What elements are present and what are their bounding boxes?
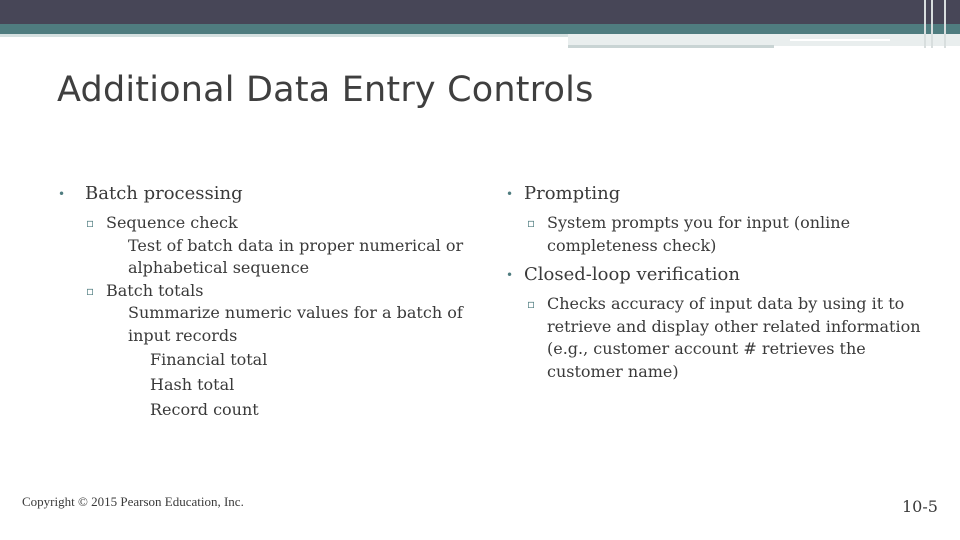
right-column: [504, 182, 924, 383]
bullet-text: System prompts you for input (online completeness check): [547, 213, 851, 255]
bullet-square-icon: ▫: [86, 216, 95, 230]
header-accent-line: [0, 34, 568, 37]
bullet-text: Prompting: [524, 183, 621, 204]
bullet-square-icon: ▫: [86, 283, 95, 298]
bullet-square-icon: ▫: [527, 297, 536, 311]
header-teal-bar: [0, 24, 960, 34]
bullet-record-count: [48, 397, 468, 422]
left-column: [48, 182, 468, 422]
header-vertical-line: [944, 0, 946, 48]
slide-title: Additional Data Entry Controls: [57, 70, 594, 110]
bullet-text: Financial total: [150, 350, 268, 369]
bullet-square-icon: ▫: [527, 216, 536, 230]
header-accent-line: [790, 39, 890, 41]
bullet-text: Batch processing: [85, 183, 243, 204]
bullet-closed-loop: [504, 263, 924, 287]
copyright-footer: Copyright © 2015 Pearson Education, Inc.: [22, 494, 244, 509]
bullet-financial-total: [48, 347, 468, 372]
bullet-text: Summarize numeric values for a batch of input records: [128, 303, 463, 345]
header-dark-bar: [0, 0, 960, 24]
bullet-text: Hash total: [150, 375, 235, 394]
bullet-prompting-detail: [504, 212, 924, 257]
bullet-batch-processing: [48, 182, 468, 206]
bullet-sequence-detail: [48, 235, 468, 280]
bullet-batch-totals: [48, 280, 468, 303]
bullet-text: Checks accuracy of input data by using it to retrieve and display other related information (e.g., customer account # retrieves the customer name): [547, 294, 921, 381]
header-accent-line: [568, 45, 774, 48]
bullet-text: Batch totals: [106, 280, 204, 300]
bullet-text: Record count: [150, 400, 259, 419]
bullet-dot: •: [506, 268, 514, 282]
bullet-batch-totals-detail: [48, 302, 468, 347]
header-vertical-line: [924, 0, 926, 48]
bullet-prompting: [504, 182, 924, 206]
page-number: 10-5: [902, 497, 938, 516]
bullet-hash-total: [48, 372, 468, 397]
bullet-sequence-check: [48, 212, 468, 235]
bullet-text: Sequence check: [106, 213, 238, 232]
bullet-text: Test of batch data in proper numerical or alphabetical sequence: [128, 235, 464, 277]
bullet-dot: •: [506, 187, 514, 201]
bullet-dot: •: [58, 187, 66, 201]
header-vertical-line: [931, 0, 933, 48]
bullet-text: Closed-loop verification: [524, 264, 740, 285]
bullet-closed-loop-detail: [504, 293, 924, 383]
